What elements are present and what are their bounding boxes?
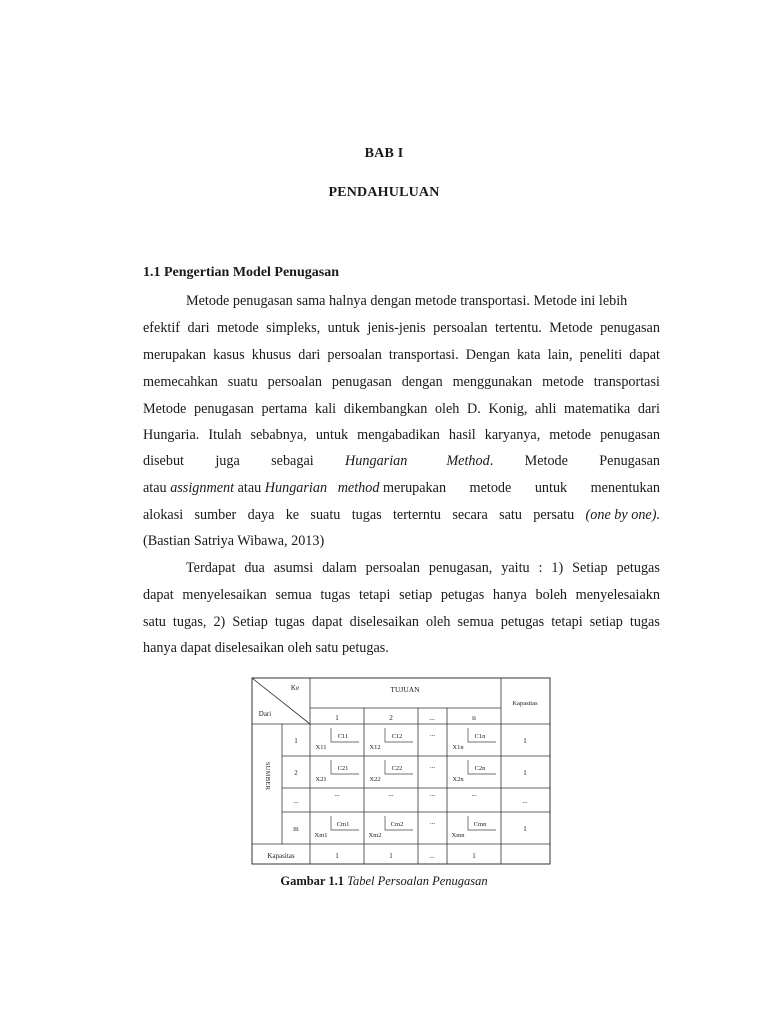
word: persoalan — [327, 347, 382, 363]
caption-label: Gambar 1.1 — [280, 874, 345, 888]
word: peneliti — [579, 347, 623, 363]
word: menyelesaikan — [182, 587, 267, 603]
word: efektif — [143, 320, 181, 336]
word: memecahkan — [143, 374, 218, 390]
cost-ellipsis: ... — [388, 790, 394, 798]
p1-line-4 — [143, 372, 660, 392]
word: petugas — [500, 614, 545, 630]
p1-line-5 — [143, 399, 660, 419]
decision-variable: X1n — [452, 744, 464, 751]
chapter-title: PENDAHULUAN — [328, 185, 440, 200]
word: menentukan — [590, 480, 660, 496]
ke-label: Ke — [290, 684, 300, 692]
word: alokasi — [143, 507, 184, 523]
p2-line-3 — [143, 612, 660, 632]
caption-text: Tabel Persoalan Penugasan — [347, 874, 488, 888]
word: persoalan — [433, 320, 488, 336]
word: untuk — [534, 480, 568, 496]
word: Penugasan — [599, 453, 660, 469]
row-capacity: ... — [522, 797, 528, 805]
word: satu — [499, 507, 522, 523]
word: petugas — [440, 587, 485, 603]
assignment-table — [251, 677, 551, 865]
figure-caption — [0, 874, 768, 889]
word: sumber — [194, 507, 237, 523]
word: petugas — [616, 560, 660, 576]
cost-ellipsis: ... — [429, 730, 436, 738]
word: menggunakan — [452, 374, 533, 390]
cost-ellipsis: ... — [429, 818, 436, 826]
column-label: n — [472, 713, 476, 722]
word: transportasi — [593, 374, 660, 390]
word: dari — [637, 401, 660, 417]
word: hasil — [448, 427, 476, 443]
word: tertentu. — [494, 320, 542, 336]
word: Hungarian — [264, 480, 328, 496]
word: kasus — [213, 347, 245, 363]
word: semua — [457, 614, 494, 630]
word: merupakan — [383, 480, 447, 496]
word: 1) — [551, 560, 564, 576]
word: dapat — [311, 614, 343, 630]
cost-ellipsis: ... — [429, 790, 436, 798]
word: satu — [143, 614, 166, 630]
cost-value: C22 — [391, 765, 403, 772]
sumber-label: SUMBER — [264, 761, 271, 791]
word: karyanya, — [484, 427, 541, 443]
row-label: ... — [293, 797, 299, 805]
word: Setiap — [572, 560, 608, 576]
word: hanya — [492, 587, 527, 603]
section-heading: 1.1 Pengertian Model Penugasan — [143, 265, 339, 280]
column-capacity: ... — [429, 852, 435, 860]
column-capacity: 1 — [335, 852, 339, 860]
word: semua — [275, 587, 312, 603]
word: Method — [446, 453, 490, 469]
word: assignment — [170, 480, 235, 496]
decision-variable: Xm1 — [314, 832, 328, 839]
p1-line-3 — [143, 345, 660, 365]
word: tugas, — [172, 614, 207, 630]
word: merupakan — [143, 347, 207, 363]
decision-variable: X22 — [369, 776, 381, 783]
word: menyelesaiakn — [575, 587, 660, 603]
word: persoalan — [365, 560, 421, 576]
word: untuk — [327, 320, 360, 336]
word: Metode — [143, 401, 187, 417]
word: penugasan, — [428, 560, 493, 576]
word: terterntu — [392, 507, 442, 523]
word: yaitu — [501, 560, 530, 576]
word: suatu — [227, 374, 258, 390]
row-capacity: 1 — [523, 825, 527, 833]
word: lain, — [547, 347, 573, 363]
cost-value: Cmn — [473, 821, 487, 828]
word: dua — [244, 560, 265, 576]
decision-variable: Xm2 — [368, 832, 382, 839]
word: asumsi — [273, 560, 314, 576]
word: tugas — [351, 507, 382, 523]
cost-value: C21 — [337, 765, 349, 772]
word: pertama — [261, 401, 308, 417]
word: . — [489, 453, 494, 469]
word: tugas — [629, 614, 660, 630]
word: dari — [187, 320, 210, 336]
cost-value: C2n — [474, 765, 486, 772]
word: Itulah — [208, 427, 242, 443]
cost-value: C12 — [391, 733, 403, 740]
decision-variable: X21 — [315, 776, 327, 783]
word: persatu — [533, 507, 575, 523]
word: sebagai — [271, 453, 314, 469]
cost-value: C11 — [337, 733, 349, 740]
decision-variable: X12 — [369, 744, 381, 751]
word: Dengan — [465, 347, 510, 363]
word: penugasan — [193, 401, 254, 417]
row-label: 2 — [294, 769, 298, 777]
word: method — [337, 480, 380, 496]
word: dari — [298, 347, 321, 363]
kapasitas-row-label: Kapasitas — [267, 852, 295, 860]
word: setiap — [589, 614, 623, 630]
word: penugasan — [331, 374, 392, 390]
word: dalam — [322, 560, 357, 576]
word: daya — [247, 507, 275, 523]
word: matematika — [564, 401, 631, 417]
dari-label: Dari — [258, 710, 272, 718]
p2-line-1 — [186, 558, 660, 578]
column-label: 2 — [389, 713, 393, 722]
word: 2) — [213, 614, 226, 630]
word: atau — [143, 480, 167, 496]
word: juga — [215, 453, 240, 469]
word: mengabadikan — [357, 427, 440, 443]
word: oleh — [434, 401, 460, 417]
word: Setiap — [232, 614, 268, 630]
column-label: 1 — [335, 713, 339, 722]
cost-value: Cm2 — [390, 821, 404, 828]
word: : — [538, 560, 543, 576]
word: (one by one). — [585, 507, 660, 523]
word: dengan — [401, 374, 443, 390]
word: simpleks, — [266, 320, 321, 336]
word: atau — [237, 480, 262, 496]
word: tugas — [320, 587, 351, 603]
word: boleh — [535, 587, 567, 603]
column-capacity: 1 — [472, 852, 476, 860]
word: disebut — [143, 453, 184, 469]
word: Metode — [524, 453, 568, 469]
word: Metode — [549, 320, 593, 336]
word: dapat — [629, 347, 660, 363]
p1-line-7 — [143, 451, 660, 471]
decision-variable: X2n — [452, 776, 464, 783]
p2-line-4: hanya dapat diselesaikan oleh satu petugas. — [143, 640, 389, 656]
decision-variable: Xmn — [451, 832, 465, 839]
decision-variable: X11 — [315, 744, 327, 751]
row-label: 1 — [294, 737, 298, 745]
row-capacity: 1 — [523, 737, 527, 745]
word: suatu — [310, 507, 341, 523]
word: ahli — [535, 401, 557, 417]
p1-line-8 — [143, 478, 660, 498]
word: khusus — [251, 347, 292, 363]
word: setiap — [399, 587, 433, 603]
tujuan-header: TUJUAN — [390, 685, 420, 694]
word: jenis-jenis — [367, 320, 426, 336]
word: dapat — [143, 587, 174, 603]
word: Terdapat — [186, 560, 236, 576]
word: diselesaikan — [349, 614, 419, 630]
word: tetapi — [358, 587, 391, 603]
p1-line-10: (Bastian Satriya Wibawa, 2013) — [143, 533, 325, 549]
hungarian-method-phrase — [345, 451, 493, 471]
word: transportasi. — [388, 347, 459, 363]
word: metode — [542, 374, 584, 390]
word: kali — [314, 401, 337, 417]
word: Hungaria. — [143, 427, 200, 443]
word: metode — [216, 320, 259, 336]
cost-ellipsis: ... — [334, 790, 340, 798]
p1-line-6 — [143, 425, 660, 445]
word: secara — [452, 507, 488, 523]
assignment-phrase — [143, 478, 446, 498]
assignment-table-figure — [251, 677, 551, 865]
word: metode — [549, 427, 592, 443]
word: dikembangkan — [343, 401, 428, 417]
word: penugasan — [600, 320, 660, 336]
cost-ellipsis: ... — [471, 790, 477, 798]
word: Hungarian — [345, 453, 408, 469]
word: penugasan — [600, 427, 660, 443]
word: tetapi — [551, 614, 583, 630]
p2-line-2 — [143, 585, 660, 605]
cost-value: C1n — [474, 733, 486, 740]
column-capacity: 1 — [389, 852, 393, 860]
word: untuk — [315, 427, 349, 443]
p1-line-2 — [143, 318, 660, 338]
kapasitas-header: Kapasitas — [512, 700, 538, 707]
row-label: m — [293, 825, 299, 833]
word: metode — [469, 480, 512, 496]
word: Konig, — [488, 401, 528, 417]
word: persoalan — [267, 374, 322, 390]
row-capacity: 1 — [523, 769, 527, 777]
word: kata — [516, 347, 541, 363]
cost-ellipsis: ... — [429, 762, 436, 770]
word: D. — [467, 401, 481, 417]
chapter-heading: BAB I — [364, 146, 404, 161]
word: tugas — [274, 614, 305, 630]
word: oleh — [426, 614, 451, 630]
word: ke — [285, 507, 300, 523]
cost-value: Cm1 — [336, 821, 350, 828]
word: sebabnya, — [250, 427, 307, 443]
p1-line-1: Metode penugasan sama halnya dengan metode transportasi. Metode ini lebih — [186, 293, 628, 309]
p1-line-9 — [143, 505, 660, 525]
column-label: ... — [429, 713, 435, 722]
